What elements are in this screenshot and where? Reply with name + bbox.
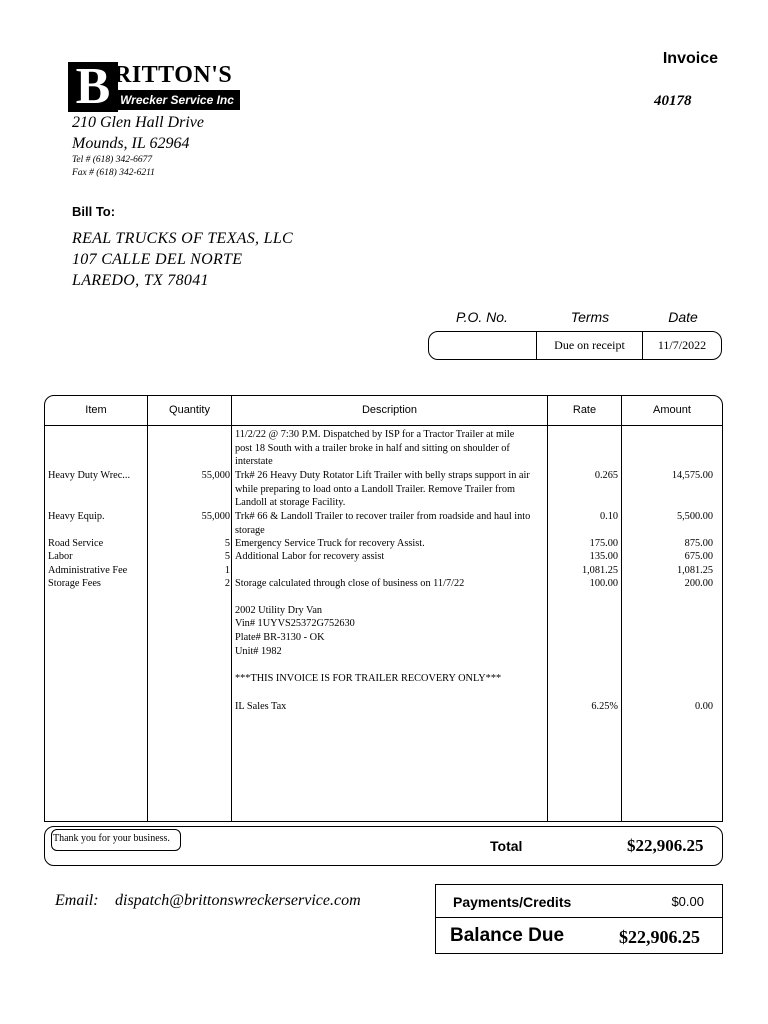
column-header-quantity: Quantity: [169, 404, 210, 416]
tax-amount: 0.00: [694, 701, 713, 712]
email-label: Email:: [55, 892, 99, 909]
vehicle-unit: Unit# 1982: [235, 646, 282, 657]
header-divider: [45, 425, 722, 426]
tax-description: IL Sales Tax: [235, 701, 287, 712]
table-row-item: Labor: [48, 551, 73, 562]
table-row-quantity: 2: [224, 578, 230, 589]
table-row-amount: 14,575.00: [671, 470, 713, 481]
date-header: Date: [668, 309, 698, 325]
invoice-title: Invoice: [662, 50, 718, 67]
bill-to-label: Bill To:: [72, 204, 116, 219]
company-tel: Tel # (618) 342-6677: [72, 155, 153, 165]
vehicle-description: 2002 Utility Dry Van: [235, 605, 323, 616]
column-header-item: Item: [85, 404, 107, 416]
total-label: Total: [490, 838, 523, 854]
invoice-number: 40178: [654, 93, 692, 109]
company-fax: Fax # (618) 342-6211: [72, 168, 155, 178]
table-row-rate: 100.00: [589, 578, 618, 589]
balance-due-value: $22,906.25: [619, 927, 700, 947]
table-row-rate: 0.10: [599, 511, 618, 522]
total-footer: [44, 826, 723, 866]
logo-name: RITTON'S: [114, 62, 233, 88]
bill-to-line3: LAREDO, TX 78041: [72, 272, 209, 289]
thank-you-note: Thank you for your business.: [53, 833, 170, 844]
column-header-description: Description: [361, 404, 418, 416]
table-row-quantity: 55,000: [201, 511, 230, 522]
table-row-amount: 875.00: [684, 538, 713, 549]
table-row-amount: 200.00: [684, 578, 713, 589]
bill-to-line1: REAL TRUCKS OF TEXAS, LLC: [72, 230, 294, 247]
table-row-quantity: 5: [224, 538, 230, 549]
table-row-item: Road Service: [48, 538, 104, 549]
table-row-quantity: 5: [224, 551, 230, 562]
terms-value: Due on receipt: [554, 338, 625, 352]
column-divider: [147, 396, 148, 821]
bill-to-line2: 107 CALLE DEL NORTE: [72, 251, 243, 268]
po-terms-date-box: [428, 331, 722, 360]
table-row-description: Additional Labor for recovery assist: [235, 551, 385, 562]
balance-due-label: Balance Due: [450, 925, 565, 946]
table-row-amount: 675.00: [684, 551, 713, 562]
company-logo: [68, 58, 240, 115]
table-row-item: Heavy Equip.: [48, 511, 105, 522]
invoice-notice: ***THIS INVOICE IS FOR TRAILER RECOVERY ONLY***: [235, 673, 502, 684]
email-address: dispatch@brittonswreckerservice.com: [115, 892, 361, 909]
table-row-item: Administrative Fee: [48, 565, 128, 576]
terms-header: Terms: [570, 309, 610, 325]
table-row-item: Heavy Duty Wrec...: [48, 470, 131, 481]
table-row-description: Storage calculated through close of business on 11/7/22: [235, 578, 465, 589]
table-row-rate: 0.265: [594, 470, 618, 481]
payments-credits-label: Payments/Credits: [453, 894, 572, 910]
vehicle-plate: Plate# BR-3130 - OK: [235, 632, 325, 643]
column-divider: [621, 396, 622, 821]
payments-credits-value: $0.00: [671, 894, 704, 909]
table-row-quantity: 1: [224, 565, 230, 576]
table-row-rate: 135.00: [589, 551, 618, 562]
table-row-amount: 5,500.00: [676, 511, 713, 522]
logo-letter: B: [68, 62, 118, 112]
table-row-quantity: 55,000: [201, 470, 230, 481]
company-address-line2: Mounds, IL 62964: [72, 135, 190, 152]
total-value: $22,906.25: [627, 836, 704, 855]
table-row-description: Trk# 66 & Landoll Trailer to recover trailer from roadside and haul into storage: [235, 511, 531, 536]
logo-tagline: Wrecker Service Inc: [114, 90, 240, 110]
payments-box: [435, 884, 723, 954]
table-row-amount: 1,081.25: [676, 565, 713, 576]
table-row-description: 11/2/22 @ 7:30 P.M. Dispatched by ISP for a Tractor Trailer at mile post 18 South with a trailer broke in half and sitting on shoulder of interstate: [235, 429, 515, 467]
table-row-description: Trk# 26 Heavy Duty Rotator Lift Trailer with belly straps support in air while preparing to load onto a Landoll Trailer. Remove Trailer from Landoll at storage Facility.: [235, 470, 530, 508]
date-value: 11/7/2022: [657, 338, 707, 352]
table-row-item: Storage Fees: [48, 578, 101, 589]
table-row-rate: 1,081.25: [581, 565, 618, 576]
table-row-description: Emergency Service Truck for recovery Assist.: [235, 538, 425, 549]
tax-rate: 6.25%: [591, 701, 618, 712]
column-divider: [231, 396, 232, 821]
column-header-amount: Amount: [653, 404, 691, 416]
table-row-rate: 175.00: [589, 538, 618, 549]
payments-divider: [436, 917, 722, 918]
po-number: [429, 332, 536, 359]
vehicle-vin: Vin# 1UYVS25372G752630: [235, 618, 355, 629]
line-items-table: [44, 395, 723, 822]
column-divider: [547, 396, 548, 821]
company-address-line1: 210 Glen Hall Drive: [72, 114, 204, 131]
po-header: P.O. No.: [456, 309, 508, 325]
column-header-rate: Rate: [572, 404, 597, 416]
